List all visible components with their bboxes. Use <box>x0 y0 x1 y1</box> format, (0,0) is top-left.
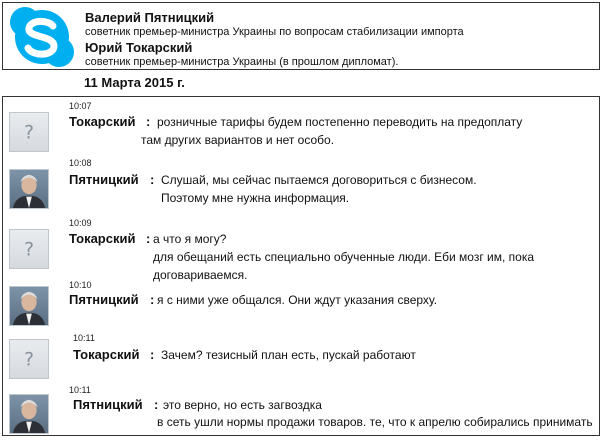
svg-text:?: ? <box>23 238 35 261</box>
header-name-1: Валерий Пятницкий <box>85 10 215 25</box>
unknown-user-icon <box>9 339 49 379</box>
message-sender: Пятницкий <box>69 292 139 307</box>
message-time: 10:11 <box>73 333 95 343</box>
message-text: там других вариантов и нет особо. <box>141 133 335 147</box>
message-text: Слушай, мы сейчас пытаемся договориться с бизнесом. <box>161 173 477 187</box>
user-photo <box>9 394 49 434</box>
header-role-1: советник премьер-министра Украины по вопросам стабилизации импорта <box>85 26 464 38</box>
message-text: я с ними уже общался. Они ждут указания сверху. <box>157 293 438 307</box>
user-photo <box>9 286 49 326</box>
svg-text:?: ? <box>23 348 35 371</box>
message-time: 10:09 <box>69 218 92 228</box>
message-sender: Токарский <box>69 114 136 129</box>
skype-logo-icon <box>7 6 77 68</box>
header-name-2: Юрий Токарский <box>85 40 193 55</box>
sender-colon: : <box>150 347 155 362</box>
sender-colon: : <box>150 172 155 187</box>
message-text: а что я могу? <box>153 232 227 246</box>
message-sender: Пятницкий <box>73 397 143 412</box>
message-text: для обещаний есть специально обученные люди. Еби мозг им, пока <box>153 250 535 264</box>
message-sender: Токарский <box>73 347 140 362</box>
sender-colon: : <box>150 292 155 307</box>
message-time: 10:11 <box>69 385 91 395</box>
unknown-user-icon <box>9 112 49 152</box>
message-sender: Пятницкий <box>69 172 139 187</box>
user-photo <box>9 169 49 209</box>
sender-colon: : <box>154 397 159 412</box>
unknown-user-icon <box>9 229 49 269</box>
message-text: договариваемся. <box>153 268 248 282</box>
message-time: 10:08 <box>69 158 92 168</box>
message-text: Зачем? тезисный план есть, пускай работают <box>161 348 416 362</box>
header-role-2: советник премьер-министра Украины (в прошлом дипломат). <box>85 56 399 68</box>
message-time: 10:10 <box>69 280 92 290</box>
message-text: в сеть ушли нормы продажи товаров. те, что к апрелю собирались принимать <box>157 415 593 429</box>
header-panel <box>2 2 600 70</box>
chat-transcript <box>2 96 600 436</box>
sender-colon: : <box>146 231 151 246</box>
conversation-date: 11 Марта 2015 г. <box>84 75 185 90</box>
message-sender: Токарский <box>69 231 136 246</box>
message-time: 10:07 <box>69 101 92 111</box>
message-text: это верно, но есть загвоздка <box>163 398 322 412</box>
message-text: розничные тарифы будем постепенно переводить на предоплату <box>157 115 523 129</box>
svg-text:?: ? <box>23 121 35 144</box>
sender-colon: : <box>146 114 151 129</box>
message-text: Поэтому мне нужна информация. <box>161 191 350 205</box>
